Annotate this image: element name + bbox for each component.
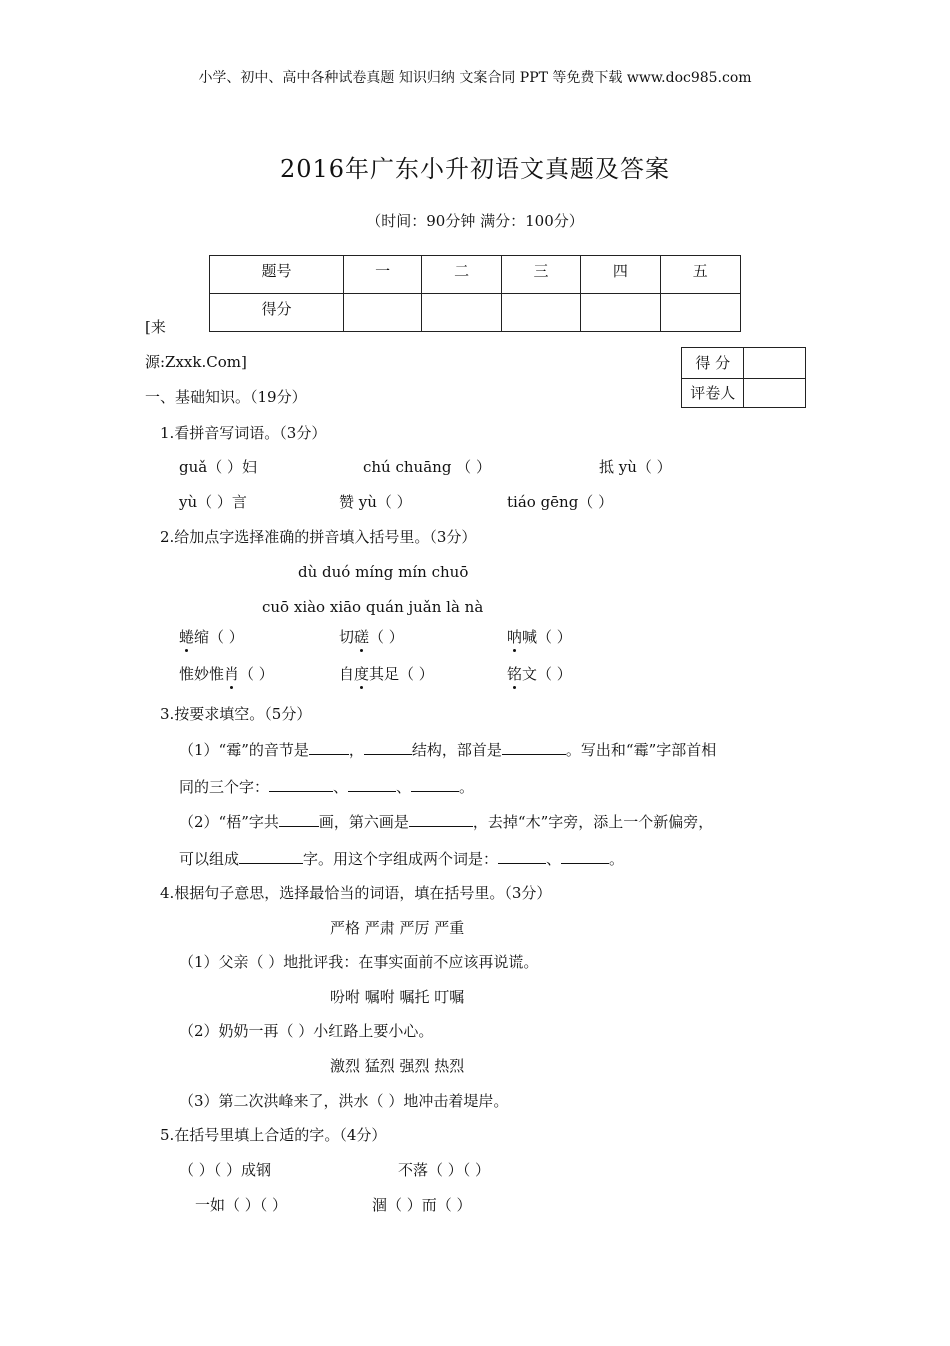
score-table — [209, 255, 741, 332]
source-note-line2: 源:Zxxk.Com] — [145, 353, 247, 371]
score-cell-2[interactable] — [422, 294, 501, 332]
q1-item-3: 抵 yù（ ） — [599, 458, 672, 476]
q1-item-2: chú chuāng （ ） — [363, 458, 491, 476]
q3-sep-1: 、 — [333, 778, 349, 796]
q2-item-6 — [507, 665, 572, 683]
q3-line2-end: 。 — [459, 778, 475, 796]
q2-item-6-dotted: 铭 — [507, 665, 523, 683]
q3-blank-radical[interactable] — [502, 740, 566, 755]
q2-item-4-post: （ ） — [239, 665, 274, 683]
q3-blank-word-1[interactable] — [498, 849, 546, 864]
exam-subtitle: （时间：90分钟 满分：100分） — [366, 212, 584, 230]
q3-line4-end: 。 — [609, 850, 625, 868]
grader-score-cell[interactable] — [744, 348, 806, 379]
page-header: 小学、初中、高中各种试卷真题 知识归纳 文案合同 PPT 等免费下载 www.doc985.com — [198, 70, 752, 86]
q2-item-1 — [179, 628, 244, 646]
score-cell-5[interactable] — [660, 294, 740, 332]
q3-line3-text-c: ，去掉“木”字旁，添上一个新偏旁， — [472, 813, 714, 831]
q2-item-5-pre: 自 — [339, 665, 355, 683]
q2-options-1: dù duó míng mín chuō — [298, 563, 469, 581]
q2-item-5 — [339, 665, 434, 683]
q4-sentence-3: （3）第二次洪峰来了，洪水（ ）地冲击着堤岸。 — [179, 1092, 509, 1110]
q3-title: 3.按要求填空。（5分） — [160, 705, 312, 723]
q2-item-3-dotted: 呐 — [507, 628, 523, 646]
score-cell-4[interactable] — [581, 294, 660, 332]
q1-item-4: yù（ ）言 — [179, 493, 247, 511]
q2-item-2-post: （ ） — [369, 628, 404, 646]
score-cell-3[interactable] — [501, 294, 580, 332]
q3-blank-strokes[interactable] — [279, 812, 319, 827]
q3-blank-char-3[interactable] — [411, 777, 459, 792]
q1-item-6: tiáo gēng（ ） — [507, 493, 614, 511]
grader-box — [681, 347, 806, 408]
q3-line3-text-b: 画，第六画是 — [318, 813, 409, 831]
q5-item-3: 一如（ ）（ ） — [195, 1196, 288, 1214]
q3-line1-text-d: 。写出和“霉”字部首相 — [565, 741, 717, 759]
q5-item-4: 涸（ ）而（ ） — [372, 1196, 472, 1214]
q4-options-2: 吩咐 嘱咐 嘱托 叮嘱 — [330, 988, 465, 1006]
q2-options-2: cuō xiào xiāo quán juǎn là nà — [262, 598, 484, 616]
grader-score-label: 得 分 — [682, 348, 744, 379]
section1-heading: 一、基础知识。（19分） — [145, 388, 307, 406]
q2-item-5-post: 其足（ ） — [369, 665, 434, 683]
q3-line2-text-a: 同的三个字： — [179, 778, 270, 796]
q2-item-2-pre: 切 — [339, 628, 355, 646]
q3-blank-sixth-stroke[interactable] — [409, 812, 473, 827]
score-table-header-label: 题号 — [210, 256, 344, 294]
q3-sep-2: 、 — [396, 778, 412, 796]
q3-blank-new-char[interactable] — [239, 849, 303, 864]
q5-title: 5.在括号里填上合适的字。（4分） — [160, 1126, 387, 1144]
grader-name-cell[interactable] — [744, 379, 806, 408]
q4-sentence-1: （1）父亲（ ）地批评我：在事实面前不应该再说谎。 — [179, 953, 539, 971]
score-table-col-3: 三 — [501, 256, 580, 294]
q2-item-5-dotted: 度 — [354, 665, 370, 683]
q3-sep-3: 、 — [546, 850, 562, 868]
q1-item-1: guǎ（ ）妇 — [179, 458, 257, 476]
q2-item-6-post: 文（ ） — [522, 665, 572, 683]
q5-item-2: 不落（ ）（ ） — [398, 1161, 491, 1179]
q4-title: 4.根据句子意思，选择最恰当的词语，填在括号里。（3分） — [160, 884, 552, 902]
q4-options-3: 激烈 猛烈 强烈 热烈 — [330, 1057, 465, 1075]
q3-line3-text-a: （2）“梧”字共 — [179, 813, 279, 831]
q3-blank-structure[interactable] — [364, 740, 412, 755]
score-cell-1[interactable] — [343, 294, 421, 332]
score-table-col-2: 二 — [422, 256, 501, 294]
q3-line4-text-b: 字。用这个字组成两个词是： — [303, 850, 499, 868]
score-table-col-1: 一 — [343, 256, 421, 294]
q3-line-1 — [179, 740, 716, 759]
q2-item-2 — [339, 628, 404, 646]
q1-title: 1.看拼音写词语。（3分） — [160, 424, 327, 442]
exam-title: 2016年广东小升初语文真题及答案 — [279, 155, 671, 183]
q2-item-4-dotted: 肖 — [224, 665, 240, 683]
q2-item-4 — [179, 665, 274, 683]
q2-item-1-dotted: 蜷 — [179, 628, 195, 646]
q3-line1-text-a: （1）“霉”的音节是 — [179, 741, 309, 759]
q3-blank-char-1[interactable] — [269, 777, 333, 792]
score-table-col-5: 五 — [660, 256, 740, 294]
grader-name-label: 评卷人 — [682, 379, 744, 408]
q2-item-3-post: 喊（ ） — [522, 628, 572, 646]
q3-line4-text-a: 可以组成 — [179, 850, 240, 868]
q2-item-1-post: 缩（ ） — [194, 628, 244, 646]
q2-title: 2.给加点字选择准确的拼音填入括号里。（3分） — [160, 528, 477, 546]
score-table-col-4: 四 — [581, 256, 660, 294]
q3-line-3 — [179, 812, 713, 831]
q4-sentence-2: （2）奶奶一再（ ）小红路上要小心。 — [179, 1022, 434, 1040]
q2-item-4-pre: 惟妙惟 — [179, 665, 225, 683]
q4-options-1: 严格 严肃 严厉 严重 — [330, 919, 465, 937]
q2-item-2-dotted: 磋 — [354, 628, 370, 646]
score-table-score-label: 得分 — [210, 294, 344, 332]
source-note-line1: [来 — [145, 318, 166, 336]
q3-blank-char-2[interactable] — [348, 777, 396, 792]
q1-item-5: 赞 yù（ ） — [339, 493, 412, 511]
q2-item-3 — [507, 628, 572, 646]
q5-item-1: （ ）（ ）成钢 — [179, 1161, 272, 1179]
q3-line-4 — [179, 849, 624, 868]
q3-line-2 — [179, 777, 474, 796]
q3-line1-text-b: ， — [348, 741, 364, 759]
q3-blank-syllable[interactable] — [309, 740, 349, 755]
q3-line1-text-c: 结构，部首是 — [411, 741, 502, 759]
q3-blank-word-2[interactable] — [561, 849, 609, 864]
